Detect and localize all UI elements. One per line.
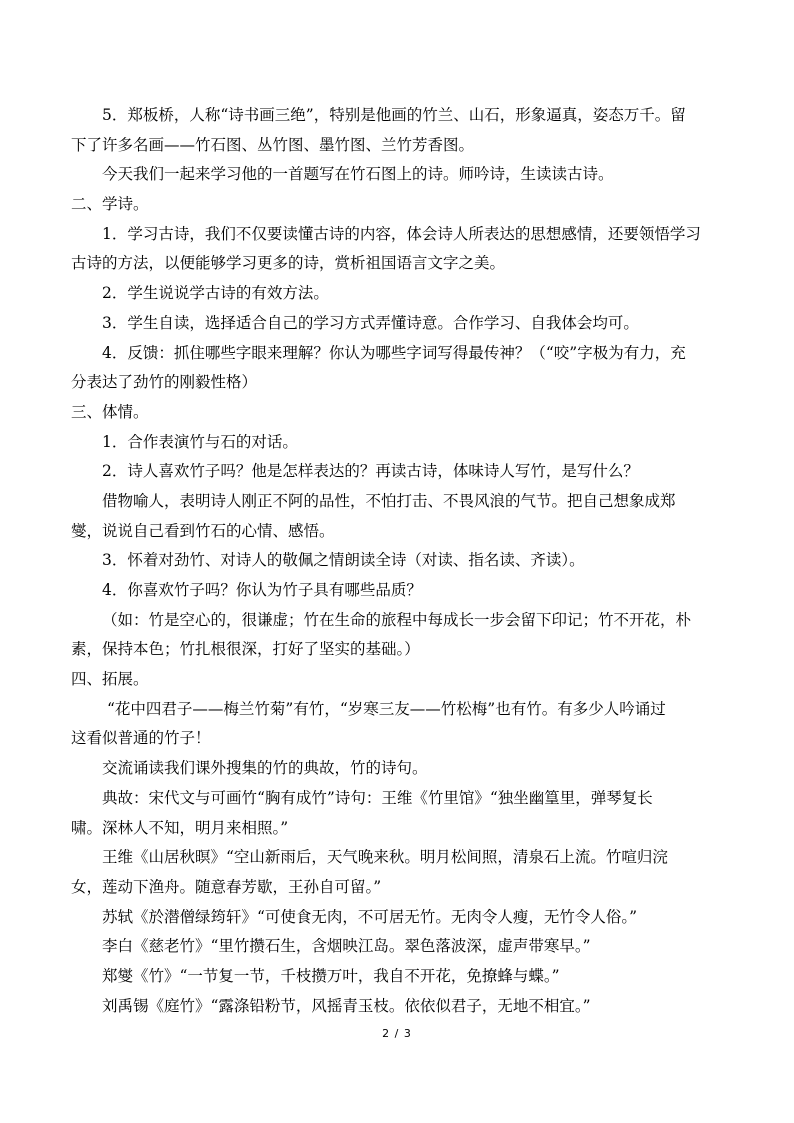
paragraph-line: 3．学生自读，选择适合自己的学习方式弄懂诗意。合作学习、自我体会均可。 — [102, 313, 639, 332]
paragraph-line: 古诗的方法，以便能够学习更多的诗，赏析祖国语言文字之美。 — [71, 254, 506, 273]
paragraph-line: 下了许多名画——竹石图、丛竹图、墨竹图、兰竹芳香图。 — [71, 135, 475, 154]
page-number: 2 / 3 — [382, 1027, 412, 1040]
paragraph-line: 4．反馈：抓住哪些字眼来理解？你认为哪些字词写得最传神？（“咬”字极为有力，充 — [102, 343, 686, 362]
paragraph-line: 分表达了劲竹的刚毅性格） — [71, 373, 258, 392]
paragraph-line: 5．郑板桥，人称“诗书画三绝”，特别是他画的竹兰、山石，形象逼真，姿态万千。留 — [102, 106, 686, 124]
paragraph-line: 燮，说说自己看到竹石的心情、感悟。 — [71, 521, 335, 540]
paragraph-line: 李白《慈老竹》“里竹攒石生，含烟映江岛。翠色落波深，虚声带寒早。” — [102, 937, 591, 956]
paragraph-line: 素，保持本色；竹扎根很深，打好了坚实的基础。） — [71, 640, 420, 659]
paragraph-line: 苏轼《於潜僧绿筠轩》“可使食无肉，不可居无竹。无肉令人瘦，无竹令人俗。” — [102, 907, 638, 926]
paragraph-line: 交流诵读我们课外搜集的竹的典故，竹的诗句。 — [102, 759, 428, 778]
paragraph-line: 刘禹锡《庭竹》“露涤铅粉节，风摇青玉枝。依依似君子，无地不相宜。” — [102, 996, 591, 1015]
section-heading: 二、学诗。 — [71, 195, 149, 214]
paragraph-line: 3．怀着对劲竹、对诗人的敬佩之情朗读全诗（对读、指名读、齐读）。 — [102, 551, 585, 570]
section-heading: 三、体情。 — [71, 402, 149, 421]
paragraph-line: 借物喻人，表明诗人刚正不阿的品性，不怕打击、不畏风浪的气节。把自己想象成郑 — [102, 491, 676, 510]
paragraph-line: 郑燮《竹》“一节复一节，千枝攒万叶，我自不开花，免撩蜂与蝶。” — [102, 966, 560, 985]
paragraph-line: 今天我们一起来学习他的一首题写在竹石图上的诗。师吟诗，生读读古诗。 — [102, 165, 614, 184]
section-heading: 四、拓展。 — [71, 670, 149, 689]
paragraph-line: “花中四君子——梅兰竹菊”有竹，“岁寒三友——竹松梅”也有竹。有多少人吟诵过 — [107, 699, 666, 718]
paragraph-line: 1．合作表演竹与石的对话。 — [102, 432, 298, 451]
document-body — [71, 101, 723, 1021]
paragraph-line: 2．学生说说学古诗的有效方法。 — [102, 284, 329, 303]
paragraph-line: 这看似普通的竹子！ — [71, 729, 211, 748]
paragraph-line: 4．你喜欢竹子吗？你认为竹子具有哪些品质？ — [102, 581, 422, 599]
paragraph-line: 2．诗人喜欢竹子吗？他是怎样表达的？再读古诗，体味诗人写竹，是写什么？ — [102, 462, 639, 481]
paragraph-line: 典故：宋代文与可画竹“胸有成竹”诗句：王维《竹里馆》“独坐幽篁里，弹琴复长 — [102, 788, 653, 807]
paragraph-line: 啸。深林人不知，明月来相照。” — [71, 818, 289, 837]
paragraph-line: 王维《山居秋暝》“空山新雨后，天气晚来秋。明月松间照，清泉石上流。竹喧归浣 — [102, 848, 668, 867]
paragraph-line: 女，莲动下渔舟。随意春芳歇，王孙自可留。” — [71, 877, 382, 896]
paragraph-line: （如：竹是空心的，很谦虚；竹在生命的旅程中每成长一步会留下印记；竹不开花，朴 — [102, 610, 692, 629]
paragraph-line: 1．学习古诗，我们不仅要读懂古诗的内容，体会诗人所表达的思想感情，还要领悟学习 — [102, 224, 701, 243]
